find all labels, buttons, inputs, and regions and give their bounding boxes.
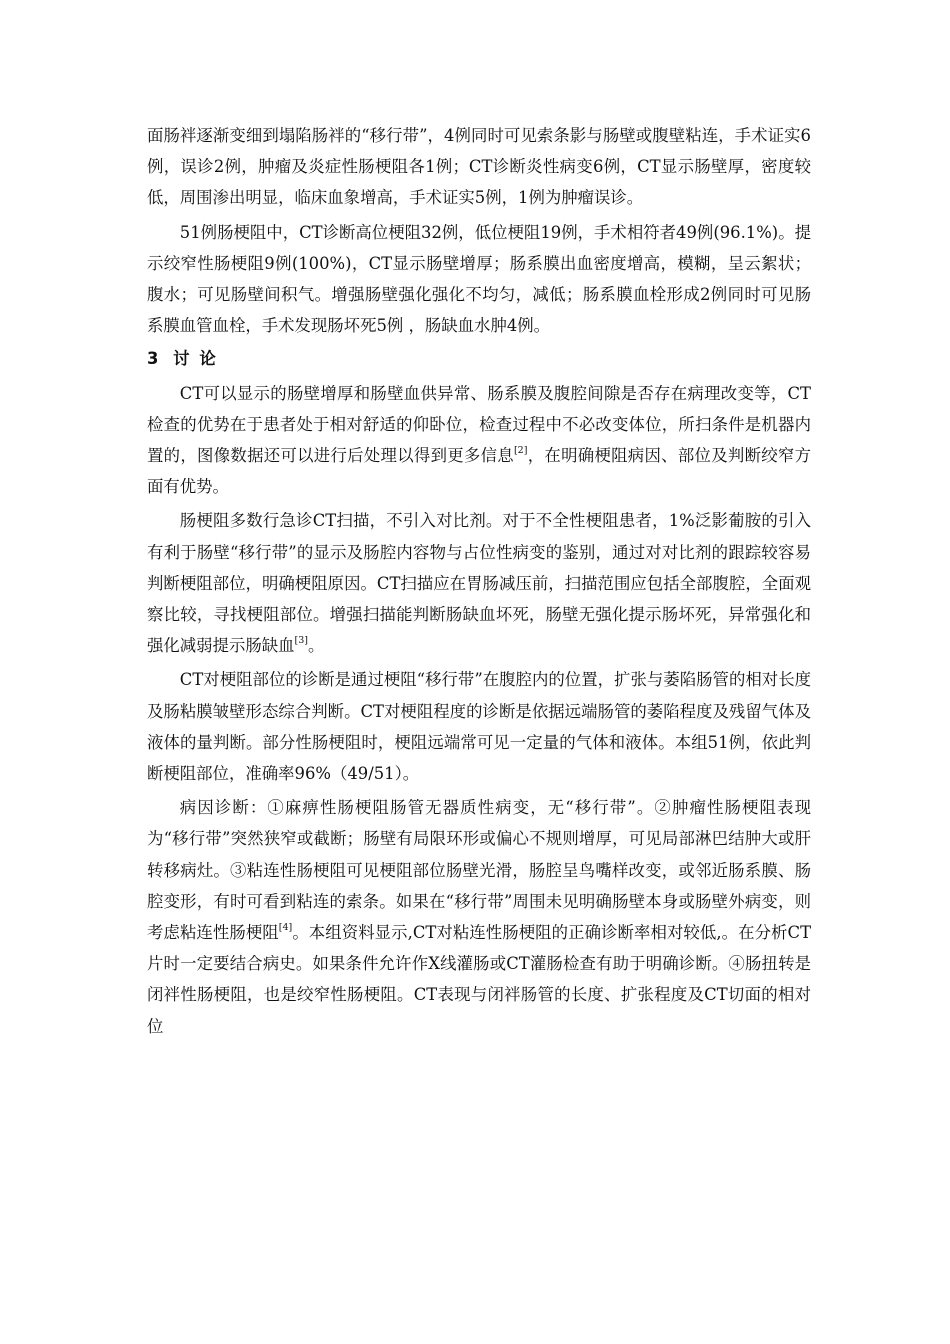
section-title: 讨论 [173,349,226,369]
citation-2: [2] [513,444,528,456]
paragraph-3 [147,378,811,503]
paragraph-4-tail: 。 [307,636,325,656]
citation-4: [4] [278,921,293,933]
section-heading [147,343,811,374]
paragraph-4-text: 肠梗阻多数行急诊CT扫描，不引入对比剂。对于不全性梗阻患者，1%泛影葡胺的引入有利于肠壁“移行带”的显示及肠腔内容物与占位性病变的鉴别，通过对对比剂的跟踪较容易判断梗阻部位，明确梗阻原因。CT扫描应在胃肠减压前，扫描范围应包括全部腹腔，全面观察比较，寻找梗阻部位。增强扫描能判断肠缺血坏死，肠壁无强化提示肠坏死，异常强化和强化减弱提示肠缺血 [147,511,811,656]
section-number: 3 [147,349,174,369]
paragraph-6-text: 病因诊断：①麻痹性肠梗阻肠管无器质性病变，无“移行带”。②肿瘤性肠梗阻表现为“移行带”突然狭窄或截断；肠壁有局限环形或偏心不规则增厚，可见局部淋巴结肿大或肝转移病灶。③粘连性肠梗阻可见梗阻部位肠壁光滑，肠腔呈鸟嘴样改变，或邻近肠系膜、肠腔变形，有时可看到粘连的索条。如果在“移行带”周围未见明确肠壁本身或肠壁外病变，则考虑粘连性肠梗阻 [147,798,811,943]
paragraph-4 [147,505,811,661]
paragraph-3-tail: ，在明确梗阻病因、部位及判断绞窄方面有优势。 [147,446,812,497]
paragraph-3-text: CT可以显示的肠壁增厚和肠壁血供异常、肠系膜及腹腔间隙是否存在病理改变等，CT检查的优势在于患者处于相对舒适的仰卧位，检查过程中不必改变体位，所扫条件是机器内置的，图像数据还可以进行后处理以得到更多信息 [147,383,811,466]
paragraph-5: CT对梗阻部位的诊断是通过梗阻“移行带”在腹腔内的位置，扩张与萎陷肠管的相对长度及肠粘膜皱壁形态综合判断。CT对梗阻程度的诊断是依据远端肠管的萎陷程度及残留气体及液体的量判断。部分性肠梗阻时，梗阻远端常可见一定量的气体和液体。本组51例，依此判断梗阻部位，准确率96%（49/51）。 [147,670,811,784]
paragraph-6-tail: 。本组资料显示,CT对粘连性肠梗阻的正确诊断率相对较低,。在分析CT片时一定要结合病史。如果条件允许作X线灌肠或CT灌肠检查有助于明确诊断。④肠扭转是闭袢性肠梗阻，也是绞窄性肠梗阻。CT表现与闭袢肠管的长度、扩张程度及CT切面的相对位 [147,923,811,1036]
citation-3: [3] [294,634,308,646]
body-text [147,120,811,1042]
paragraph-1: 面肠袢逐渐变细到塌陷肠袢的“移行带”，4例同时可见索条影与肠壁或腹壁粘连，手术证实6例，误诊2例，肿瘤及炎症性肠梗阻各1例；CT诊断炎性病变6例，CT显示肠壁厚，密度较低，周围渗出明显，临床血象增高，手术证实5例，1例为肿瘤误诊。 [147,126,811,208]
paragraph-6 [147,792,811,1042]
paragraph-2: 51例肠梗阻中，CT诊断高位梗阻32例，低位梗阻19例，手术相符者49例(96.1%)。提示绞窄性肠梗阻9例(100%)，CT显示肠壁增厚；肠系膜出血密度增高，模糊，呈云絮状；腹水；可见肠壁间积气。增强肠壁强化强化不均匀，减低；肠系膜血栓形成2例同时可见肠系膜血管血栓，手术发现肠坏死5例 ，肠缺血水肿4例。 [147,222,811,336]
